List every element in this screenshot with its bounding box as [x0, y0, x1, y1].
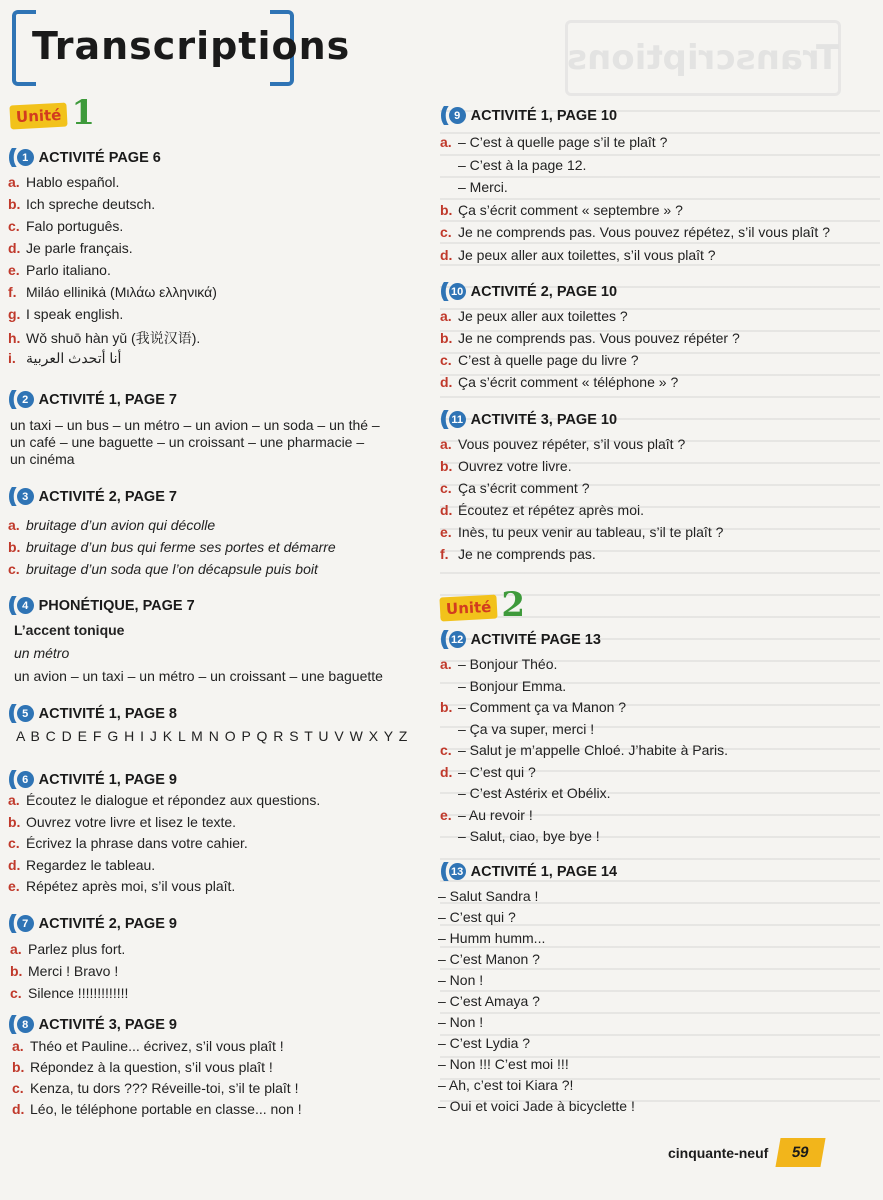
list-item	[12, 1059, 273, 1075]
item-letter: i.	[8, 350, 16, 366]
activity-title: ACTIVITÉ 2, PAGE 9	[38, 915, 177, 932]
unite-2-heading	[440, 585, 526, 625]
item-letter: a.	[440, 134, 452, 150]
list-item	[8, 218, 123, 234]
text-line: – Salut Sandra !	[438, 888, 539, 904]
item-letter: a.	[440, 308, 452, 324]
activity-heading	[440, 628, 601, 651]
unite-tag: Unité	[439, 595, 498, 622]
item-letter: b.	[440, 201, 453, 218]
sound-waves-icon: ((((	[440, 104, 443, 126]
track-number-badge: 4	[17, 597, 34, 614]
list-item	[440, 330, 740, 346]
item-text: Répétez après moi, s’il vous plaît.	[26, 878, 236, 894]
item-text: Merci ! Bravo !	[28, 963, 119, 979]
track-number-badge: 9	[449, 107, 466, 124]
item-letter: b.	[10, 963, 23, 979]
item-letter: c.	[12, 1080, 24, 1096]
item-text: – Bonjour Théo.	[458, 656, 558, 672]
page-title-box	[12, 10, 351, 82]
list-item	[440, 785, 611, 801]
item-text: Écrivez la phrase dans votre cahier.	[26, 835, 248, 851]
item-text: Ça s’écrit comment ?	[458, 480, 590, 496]
item-text: Ouvrez votre livre et lisez le texte.	[26, 813, 237, 830]
list-item	[440, 764, 536, 780]
item-text: bruitage d’un soda que l’on décapsule puis boit	[26, 561, 318, 577]
track-number-badge: 10	[449, 283, 466, 300]
sound-waves-icon: ((((	[8, 768, 11, 790]
list-item	[440, 247, 716, 263]
list-item	[8, 539, 336, 555]
item-text: Ça s’écrit comment « septembre » ?	[458, 201, 683, 218]
item-letter: d.	[440, 763, 453, 780]
list-item	[440, 742, 728, 758]
sound-waves-icon: ((((	[440, 628, 443, 650]
list-item	[440, 656, 557, 672]
alphabet: A B C D E F G H I J K L M N O P Q R S T U V W X Y Z	[16, 728, 409, 744]
activity-title: ACTIVITÉ 1, PAGE 14	[470, 863, 618, 880]
sound-waves-icon: ((((	[8, 485, 11, 507]
item-text: Wǒ shuō hàn yǔ (我说汉语).	[26, 330, 201, 346]
text-line: – Humm humm...	[438, 930, 546, 946]
item-text: Je peux aller aux toilettes ?	[458, 308, 628, 324]
item-text: Je parle français.	[26, 240, 133, 256]
item-text: – Comment ça va Manon ?	[458, 699, 627, 715]
item-letter: c.	[440, 742, 452, 758]
item-text: Je ne comprends pas.	[458, 546, 596, 562]
text-line: – C’est qui ?	[438, 909, 516, 925]
item-letter: a.	[12, 1038, 24, 1054]
track-number-badge: 2	[17, 391, 34, 408]
text-line: – C’est Manon ?	[438, 951, 540, 967]
item-letter: a.	[10, 941, 22, 957]
item-text: Théo et Pauline... écrivez, s’il vous plaît !	[30, 1038, 284, 1054]
item-text: Parlo italiano.	[26, 262, 111, 278]
bleed-through-title: Transcriptions	[565, 20, 841, 96]
item-text: Falo português.	[26, 218, 124, 234]
activity-heading	[8, 594, 195, 617]
item-text: – C’est Astérix et Obélix.	[458, 785, 611, 801]
item-text: Miláo ellinikȧ (Μιλάω ελληνικά)	[26, 284, 217, 300]
sound-waves-icon: ((((	[440, 408, 443, 430]
list-item	[440, 352, 639, 368]
activity-heading	[440, 408, 617, 431]
sound-waves-icon: ((((	[8, 146, 11, 168]
list-item	[440, 224, 830, 240]
item-letter: f.	[8, 284, 17, 300]
activity-title: ACTIVITÉ 2, PAGE 10	[470, 283, 618, 300]
item-text: أنا أتحدث العربية	[26, 350, 122, 366]
list-item	[440, 374, 678, 390]
item-letter: c.	[8, 561, 20, 577]
item-letter: d.	[440, 246, 453, 263]
list-item	[8, 174, 119, 190]
item-letter: b.	[8, 539, 21, 555]
item-text: Silence !!!!!!!!!!!!!	[28, 985, 129, 1001]
list-item	[12, 1101, 302, 1117]
text-line: – Non !	[438, 972, 484, 988]
activity-title: ACTIVITÉ 3, PAGE 9	[38, 1016, 177, 1033]
item-letter: a.	[8, 792, 20, 808]
list-item	[8, 835, 248, 851]
sound-waves-icon: ((((	[8, 702, 11, 724]
item-letter: f.	[440, 546, 449, 562]
item-text: Je ne comprends pas. Vous pouvez répéter ?	[458, 330, 740, 346]
list-item	[8, 878, 235, 894]
activity-heading	[8, 768, 177, 791]
list-item	[8, 328, 200, 348]
item-text: Ouvrez votre livre.	[458, 458, 572, 474]
item-letter: d.	[8, 240, 21, 256]
item-letter: a.	[8, 174, 20, 190]
list-item	[440, 721, 594, 737]
page-number-words: cinquante-neuf	[667, 1144, 769, 1161]
list-item	[8, 517, 215, 533]
text-line: – Non !!! C’est moi !!!	[438, 1056, 569, 1072]
sound-waves-icon: ((((	[440, 860, 443, 882]
item-text: Je ne comprends pas. Vous pouvez répétez, s’il vous plaît ?	[458, 224, 830, 240]
list-item	[12, 1080, 298, 1096]
list-item	[10, 985, 128, 1001]
item-letter: b.	[8, 813, 21, 830]
sound-waves-icon: ((((	[8, 912, 11, 934]
activity-title: ACTIVITÉ 1, PAGE 10	[470, 107, 618, 124]
track-number-badge: 12	[449, 631, 466, 648]
text-line: un cinéma	[10, 451, 75, 467]
item-text: Inès, tu peux venir au tableau, s’il te plaît ?	[458, 524, 724, 540]
list-item	[8, 561, 318, 577]
activity-heading	[8, 1013, 177, 1036]
list-item	[8, 306, 123, 322]
unite-number: 1	[71, 93, 96, 133]
track-number-badge: 11	[449, 411, 466, 428]
item-letter: c.	[440, 224, 452, 240]
list-item	[440, 202, 683, 218]
item-text: I speak english.	[26, 306, 124, 322]
text-line: un café – une baguette – un croissant – une pharmacie –	[10, 434, 365, 450]
activity-title: PHONÉTIQUE, PAGE 7	[38, 597, 195, 614]
list-item	[440, 546, 596, 562]
activity-heading	[8, 485, 177, 508]
item-letter: e.	[8, 878, 20, 894]
activity-heading	[440, 280, 617, 303]
track-number-badge: 6	[17, 771, 34, 788]
item-text: – C’est à la page 12.	[458, 156, 587, 173]
list-item	[440, 308, 628, 324]
track-number-badge: 5	[17, 705, 34, 722]
item-text: C’est à quelle page du livre ?	[458, 352, 639, 368]
list-item	[12, 1038, 284, 1054]
unite-number: 2	[501, 585, 526, 625]
unite-1-heading	[10, 93, 96, 133]
item-text: Léo, le téléphone portable en classe... non !	[30, 1101, 302, 1117]
list-item	[10, 941, 125, 957]
item-text: bruitage d’un bus qui ferme ses portes et démarre	[26, 539, 336, 555]
activity-heading	[440, 104, 617, 127]
activity-heading	[8, 912, 177, 935]
item-letter: e.	[440, 524, 452, 540]
item-text: Parlez plus fort.	[28, 941, 126, 957]
item-text: – Salut, ciao, bye bye !	[458, 828, 600, 844]
item-text: Écoutez et répétez après moi.	[458, 502, 644, 518]
item-letter: d.	[440, 374, 453, 390]
list-item	[440, 134, 667, 150]
list-item	[440, 678, 566, 694]
activity-title: ACTIVITÉ PAGE 6	[38, 149, 161, 166]
item-text: – Salut je m’appelle Chloé. J’habite à Paris.	[458, 742, 729, 758]
item-text: – Merci.	[458, 179, 508, 195]
item-text: – C’est à quelle page s’il te plaît ?	[458, 134, 668, 150]
track-number-badge: 13	[449, 863, 466, 880]
list-item	[10, 963, 118, 979]
text-line: – C’est Lydia ?	[438, 1035, 531, 1051]
item-text: – C’est qui ?	[458, 763, 536, 780]
item-letter: a.	[8, 517, 20, 533]
list-item	[8, 857, 155, 873]
track-number-badge: 1	[17, 149, 34, 166]
item-letter: c.	[440, 480, 452, 496]
sound-waves-icon: ((((	[8, 594, 11, 616]
item-letter: a.	[440, 436, 452, 452]
text-line: – Ah, c’est toi Kiara ?!	[438, 1077, 574, 1093]
item-letter: h.	[8, 330, 21, 346]
item-letter: e.	[8, 262, 20, 278]
item-letter: c.	[440, 352, 452, 368]
list-item	[8, 284, 217, 300]
list-item	[8, 240, 133, 256]
item-letter: c.	[8, 835, 20, 851]
item-text: – Bonjour Emma.	[458, 677, 567, 694]
list-item	[440, 458, 572, 474]
item-letter: b.	[440, 458, 453, 474]
item-letter: b.	[440, 699, 453, 715]
activity-title: ACTIVITÉ PAGE 13	[470, 631, 601, 648]
item-letter: d.	[440, 502, 453, 518]
page-title: Transcriptions	[32, 24, 351, 68]
item-letter: a.	[440, 656, 452, 672]
list-item	[440, 480, 589, 496]
item-text: Je peux aller aux toilettes, s’il vous plaît ?	[458, 246, 716, 263]
activity-heading	[8, 388, 177, 411]
item-letter: b.	[8, 196, 21, 212]
activity-title: ACTIVITÉ 1, PAGE 9	[38, 771, 177, 788]
activity-title: ACTIVITÉ 1, PAGE 8	[38, 705, 177, 722]
track-number-badge: 8	[17, 1016, 34, 1033]
list-item	[440, 157, 586, 173]
text-line: – Non !	[438, 1014, 484, 1030]
phonetic-example-list: un avion – un taxi – un métro – un croissant – une baguette	[14, 668, 383, 684]
activity-title: ACTIVITÉ 3, PAGE 10	[470, 411, 618, 428]
sound-waves-icon: ((((	[8, 1013, 11, 1035]
unite-tag: Unité	[9, 103, 68, 130]
item-letter: e.	[440, 806, 452, 823]
item-text: – Ça va super, merci !	[458, 720, 595, 737]
list-item	[8, 792, 320, 808]
list-item	[8, 196, 155, 212]
item-text: Ich spreche deutsch.	[26, 196, 156, 212]
list-item	[440, 828, 600, 844]
list-item	[440, 699, 626, 715]
item-text: Écoutez le dialogue et répondez aux questions.	[26, 792, 321, 808]
item-text: – Au revoir !	[458, 806, 533, 823]
list-item	[8, 262, 111, 278]
activity-title: ACTIVITÉ 1, PAGE 7	[38, 391, 177, 408]
item-letter: g.	[8, 306, 21, 322]
activity-heading	[8, 702, 177, 725]
track-number-badge: 3	[17, 488, 34, 505]
activity-title: ACTIVITÉ 2, PAGE 7	[38, 488, 177, 505]
activity-heading	[440, 860, 617, 883]
sound-waves-icon: ((((	[8, 388, 11, 410]
item-text: Ça s’écrit comment « téléphone » ?	[458, 374, 679, 390]
item-text: bruitage d’un avion qui décolle	[26, 517, 216, 533]
text-line: un taxi – un bus – un métro – un avion – un soda – un thé –	[10, 417, 380, 433]
item-letter: b.	[440, 330, 453, 346]
list-item	[8, 350, 121, 367]
text-line: – Oui et voici Jade à bicyclette !	[438, 1098, 635, 1114]
item-letter: c.	[8, 218, 20, 234]
list-item	[440, 502, 644, 518]
text-line: – C’est Amaya ?	[438, 993, 540, 1009]
list-item	[440, 524, 723, 540]
item-text: Répondez à la question, s’il vous plaît !	[30, 1059, 273, 1075]
phonetic-example: un métro	[14, 645, 70, 661]
item-text: Hablo español.	[26, 174, 120, 190]
list-item	[8, 814, 236, 830]
item-letter: c.	[10, 985, 22, 1001]
item-letter: d.	[8, 856, 21, 873]
sound-waves-icon: ((((	[440, 280, 443, 302]
page-number: 59	[776, 1138, 826, 1167]
item-text: Vous pouvez répéter, s’il vous plaît ?	[458, 436, 686, 452]
page-footer	[668, 1138, 823, 1167]
list-item	[440, 807, 533, 823]
list-item	[440, 436, 685, 452]
item-text: Regardez le tableau.	[26, 856, 156, 873]
item-letter: b.	[12, 1059, 25, 1075]
track-number-badge: 7	[17, 915, 34, 932]
item-text: Kenza, tu dors ??? Réveille-toi, s’il te plaît !	[30, 1080, 299, 1096]
activity-heading	[8, 146, 161, 169]
item-letter: d.	[12, 1101, 25, 1117]
phonetic-subtitle: L’accent tonique	[14, 622, 125, 638]
list-item	[440, 179, 508, 195]
